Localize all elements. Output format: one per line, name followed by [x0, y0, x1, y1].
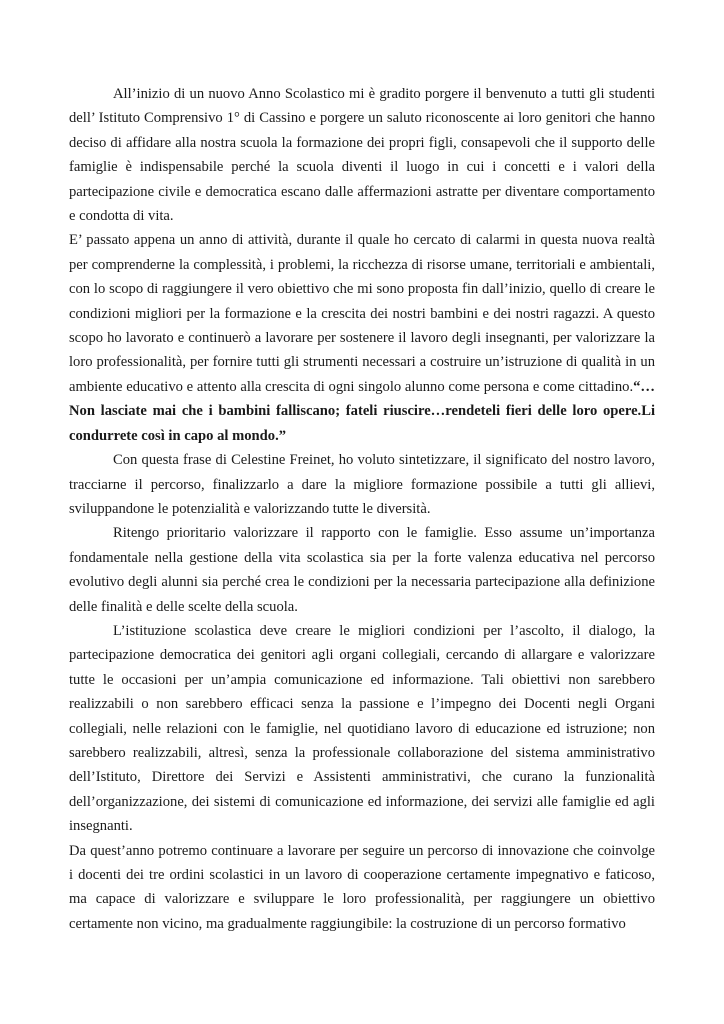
paragraph-first-year-text: E’ passato appena un anno di attività, durante il quale ho cercato di calarmi in questa nuova realtà per comprenderne la complessità, i problemi, la ricchezza di risorse umane, territoriali e ambientali, con lo scopo di raggiungere il vero obiettivo che mi sono proposta fin dall’inizio, quello di creare le condizioni migliori per la formazione e la crescita dei nostri bambini e dei nostri ragazzi. A questo scopo ho lavorato e continuerò a lavorare per sostenere il lavoro degli insegnanti, per valorizzare la loro professionalità, per fornire tutti gli strumenti necessari a costruire un’istruzione di qualità in un ambiente educativo e attento alla crescita di ogni singolo alunno come persona e come cittadino.	[69, 232, 655, 395]
paragraph-families: Ritengo prioritario valorizzare il rapporto con le famiglie. Esso assume un’importanza fondamentale nella gestione della vita scolastica sia per la forte valenza educativa nel percorso evolutivo degli alunni sia perché crea le condizioni per la necessaria partecipazione alla definizione delle finalità e delle scelte della scuola.	[69, 525, 655, 615]
paragraph-first-year	[69, 228, 655, 448]
paragraph-institution: L’istituzione scolastica deve creare le migliori condizioni per l’ascolto, il dialogo, la partecipazione democratica dei genitori agli organi collegiali, cercando di allargare e valorizzare tutte le occasioni per un’ampia comunicazione ed informazione. Tali obiettivi non sarebbero realizzabili o non sarebbero efficaci senza la passione e l’impegno dei Docenti negli Organi collegiali, nelle relazioni con le famiglie, nel quotidiano lavoro di educazione ed istruzione; non sarebbero realizzabili, altresì, senza la professionale collaborazione del sistema amministrativo dell’Istituto, Direttore dei Servizi e Assistenti amministrativi, che curano la funzionalità dell’organizzazione, dei sistemi di comunicazione ed informazione, dei servizi alle famiglie ed agli insegnanti.	[69, 622, 655, 835]
paragraph-freinet-meaning: Con questa frase di Celestine Freinet, ho voluto sintetizzare, il significato del nostro lavoro, tracciarne il percorso, finalizzarlo a dare la migliore formazione possibile a tutti gli allievi, sviluppandone le potenzialità e valorizzando tutte le diversità.	[69, 452, 655, 517]
paragraph-innovation: Da quest’anno potremo continuare a lavorare per seguire un percorso di innovazione che coinvolge i docenti dei tre ordini scolastici in un lavoro di cooperazione certamente impegnativo e faticoso, ma capace di valorizzare e sviluppare le loro professionalità, per raggiungere un obiettivo certamente non vicino, ma gradualmente raggiungibile: la costruzione di un percorso formativo	[69, 842, 655, 932]
document-page	[69, 82, 655, 936]
freinet-quote: “… Non lasciate mai che i bambini falliscano; fateli riuscire…rendeteli fieri delle loro opere.Li condurrete così in capo al mondo.”	[69, 378, 655, 444]
paragraph-welcome: All’inizio di un nuovo Anno Scolastico mi è gradito porgere il benvenuto a tutti gli studenti dell’ Istituto Comprensivo 1° di Cassino e porgere un saluto riconoscente ai loro genitori che hanno deciso di affidare alla nostra scuola la formazione dei propri figli, consapevoli che il supporto delle famiglie è indispensabile perché la scuola diventi il luogo in cui i concetti e i valori della partecipazione civile e democratica escano dalle affermazioni astratte per diventare comportamento e condotta di vita.	[69, 86, 655, 225]
